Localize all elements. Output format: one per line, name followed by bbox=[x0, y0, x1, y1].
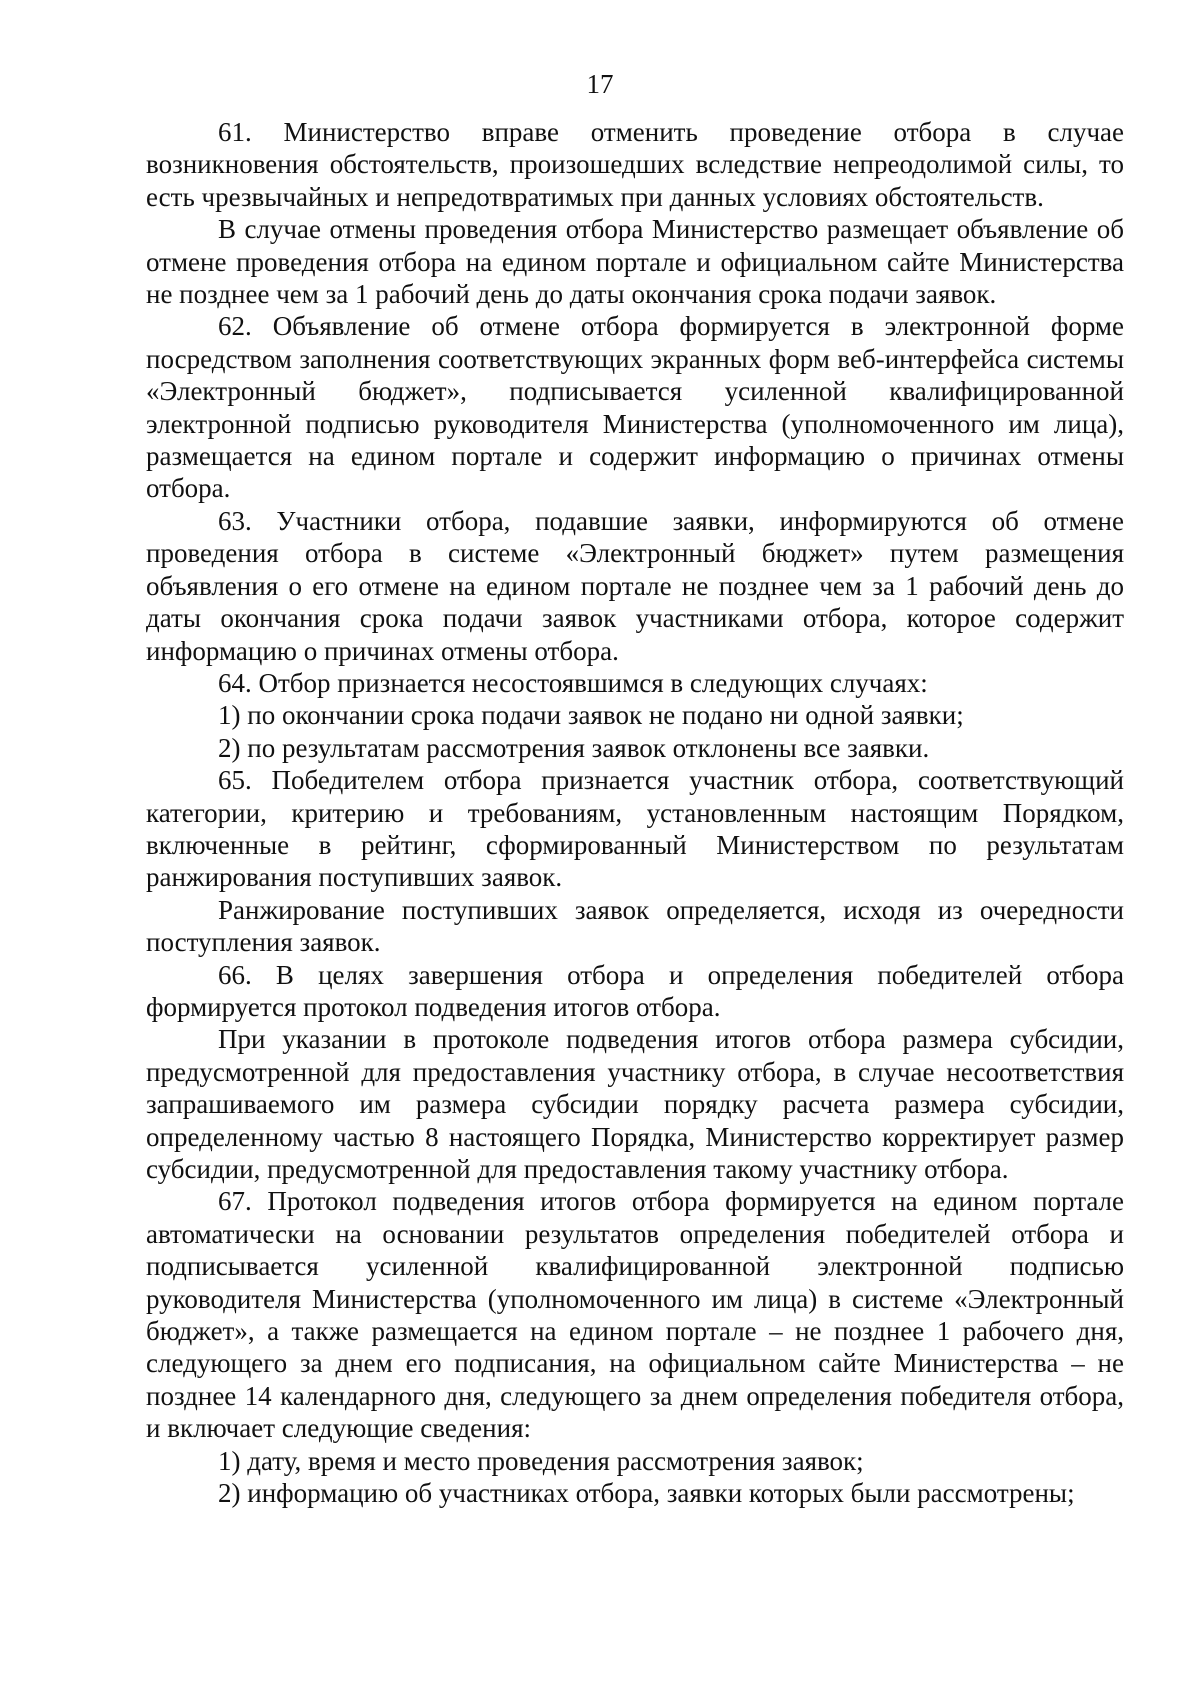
page-number: 17 bbox=[586, 69, 614, 99]
paragraph-63: 63. Участники отбора, подавшие заявки, информируются об отмене проведения отбора в системе «Электронный бюджет» путем размещения объявления о его отмене на едином портале не позднее чем за 1 рабочий день до даты окончания срока подачи заявок участниками отбора, которое содержит информацию о причинах отмены отбора. bbox=[146, 505, 1124, 666]
paragraph-67-item-1: 1) дату, время и место проведения рассмотрения заявок; bbox=[218, 1445, 864, 1476]
paragraph-67: 67. Протокол подведения итогов отбора формируется на едином портале автоматически на основании результатов определения победителей отбора и подписывается усиленной квалифицированной электронной подписью руководителя Министерства (уполномоченного им лица) в системе «Электронный бюджет», а также размещается на едином портале – не позднее 1 рабочего дня, следующего за днем его подписания, на официальном сайте Министерства – не позднее 14 календарного дня, следующего за днем определения победителя отбора, и включает следующие сведения: bbox=[146, 1186, 1124, 1444]
paragraph-67-item-2: 2) информацию об участниках отбора, заявки которых были рассмотрены; bbox=[218, 1478, 1075, 1509]
paragraph-65-ranking: Ранжирование поступивших заявок определяется, исходя из очередности поступления заявок. bbox=[146, 894, 1124, 958]
document-body bbox=[146, 116, 1124, 1509]
paragraph-64-item-1: 1) по окончании срока подачи заявок не подано ни одной заявки; bbox=[218, 700, 964, 731]
paragraph-66-subsidy-size: При указании в протоколе подведения итогов отбора размера субсидии, предусмотренной для предоставления участнику отбора, в случае несоответствия запрашиваемого им размера субсидии порядку расчета размера субсидии, определенному частью 8 настоящего Порядка, Министерство корректирует размер субсидии, предусмотренной для предоставления такому участнику отбора. bbox=[146, 1024, 1124, 1184]
paragraph-66: 66. В целях завершения отбора и определения победителей отбора формируется протокол подведения итогов отбора. bbox=[146, 959, 1124, 1022]
paragraph-61-cancellation-notice: В случае отмены проведения отбора Министерство размещает объявление об отмене проведения отбора на едином портале и официальном сайте Министерства не позднее чем за 1 рабочий день до даты окончания срока подачи заявок. bbox=[146, 214, 1124, 310]
paragraph-64-item-2: 2) по результатам рассмотрения заявок отклонены все заявки. bbox=[218, 732, 930, 763]
paragraph-62: 62. Объявление об отмене отбора формируется в электронной форме посредством заполнения соответствующих экранных форм веб-интерфейса системы «Электронный бюджет», подписывается усиленной квалифицированной электронной подписью руководителя Министерства (уполномоченного им лица), размещается на едином портале и содержит информацию о причинах отмены отбора. bbox=[146, 311, 1124, 504]
paragraph-65: 65. Победителем отбора признается участник отбора, соответствующий категории, критерию и требованиям, установленным настоящим Порядком, включенные в рейтинг, сформированный Министерством по результатам ранжирования поступивших заявок. bbox=[146, 765, 1124, 893]
paragraph-64: 64. Отбор признается несостоявшимся в следующих случаях: bbox=[218, 667, 928, 698]
paragraph-61: 61. Министерство вправе отменить проведение отбора в случае возникновения обстоятельств, произошедших вследствие непреодолимой силы, то есть чрезвычайных и непредотвратимых при данных условиях обстоятельств. bbox=[146, 117, 1124, 212]
